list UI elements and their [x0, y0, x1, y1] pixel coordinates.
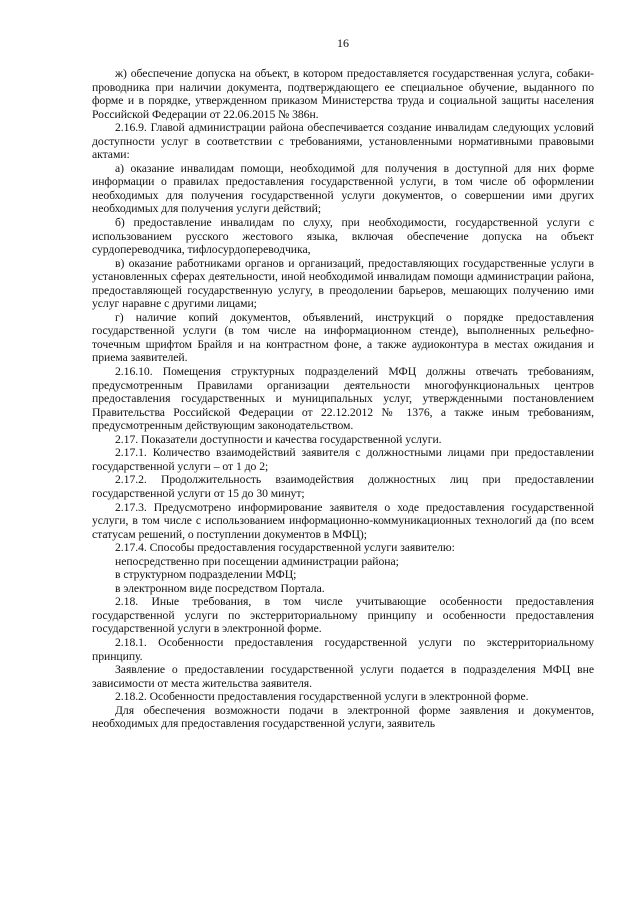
paragraph-method-portal: в электронном виде посредством Портала.: [115, 581, 325, 595]
paragraph-2-18-2: 2.18.2. Особенности предоставления государственной услуги в электронной форме.: [115, 690, 529, 704]
paragraph-2-18: 2.18. Иные требования, в том числе учитывающие особенности предоставления государственной услуги по экстерриториальному принципу и особенности предоставления государственной услуги в электронной форме.: [92, 595, 594, 636]
paragraph-2-17-3: 2.17.3. Предусмотрено информирование заявителя о ходе предоставления государственной услуги, в том числе с использованием информационно-коммуникационных технологий да (по всем статусам решений, о поступлении документов в МФЦ);: [92, 500, 594, 541]
paragraph-item-v: в) оказание работниками органов и организаций, предоставляющих государственные услуги в установленных сферах деятельности, иной необходимой инвалидам помощи администрации района, предоставляющей государственную услугу, в преодолении барьеров, мешающих получению ими услуг наравне с другими лицами;: [92, 256, 594, 311]
paragraph-2-16-10: 2.16.10. Помещения структурных подразделений МФЦ должны отвечать требованиям, предусмотренным Правилами организации деятельности многофункциональных центров предоставления государственных и муниципальных услуг, утвержденными постановлением Правительства Российской Федерации от 22.12.2012 № 1376, а также иным требованиям, предусмотренным действующим законодательством.: [92, 365, 594, 433]
page-number: 16: [337, 36, 349, 50]
paragraph-item-b: б) предоставление инвалидам по слуху, при необходимости, государственной услуги с использованием русского жестового языка, включая обеспечение допуска на объект сурдопереводчика, тифлосурдопереводчика,: [92, 216, 594, 257]
paragraph-item-a: а) оказание инвалидам помощи, необходимой для получения в доступной для них форме информации о правилах предоставления государственной услуги, в том числе об оформлении необходимых для получения государственной услуги документов, о совершении ими других необходимых для получения услуги действий;: [92, 161, 594, 216]
page-content: [92, 67, 594, 731]
paragraph-electronic-submission: Для обеспечения возможности подачи в электронной форме заявления и документов, необходимых для предоставления государственной услуги, заявитель: [92, 703, 594, 731]
paragraph-method-administration: непосредственно при посещении администрации района;: [115, 554, 399, 568]
paragraph-item-zh: ж) обеспечение допуска на объект, в котором предоставляется государственная услуга, собаки-проводника при наличии документа, подтверждающего ее специальное обучение, выданного по форме и в порядке, утвержденном приказом Министерства труда и социальной защиты населения Российской Федерации от 22.06.2015 № 386н.: [92, 67, 594, 121]
document-page: [92, 0, 594, 905]
paragraph-2-17-1: 2.17.1. Количество взаимодействий заявителя с должностными лицами при предоставлении государственной услуги – от 1 до 2;: [92, 446, 594, 473]
paragraph-2-17-2: 2.17.2. Продолжительность взаимодействия должностных лиц при предоставлении государственной услуги от 15 до 30 минут;: [92, 473, 594, 500]
paragraph-item-g: г) наличие копий документов, объявлений, инструкций о порядке предоставления государственной услуги (в том числе на информационном стенде), выполненных рельефно-точечным шрифтом Брайля и на контрастном фоне, а также аудиоконтура в местах ожидания и приема заявителей.: [92, 310, 594, 365]
paragraph-application-mfc: Заявление о предоставлении государственной услуги подается в подразделения МФЦ вне зависимости от места жительства заявителя.: [92, 663, 594, 690]
paragraph-2-17: 2.17. Показатели доступности и качества государственной услуги.: [115, 432, 442, 446]
paragraph-2-18-1: 2.18.1. Особенности предоставления государственной услуги по экстерриториальному принципу.: [92, 635, 594, 663]
paragraph-method-mfc: в структурном подразделении МФЦ;: [115, 568, 297, 582]
paragraph-2-17-4: 2.17.4. Способы предоставления государственной услуги заявителю:: [115, 541, 455, 555]
paragraph-2-16-9: 2.16.9. Главой администрации района обеспечивается создание инвалидам следующих условий доступности услуг в соответствии с требованиями, установленными нормативными правовыми актами:: [92, 121, 594, 162]
